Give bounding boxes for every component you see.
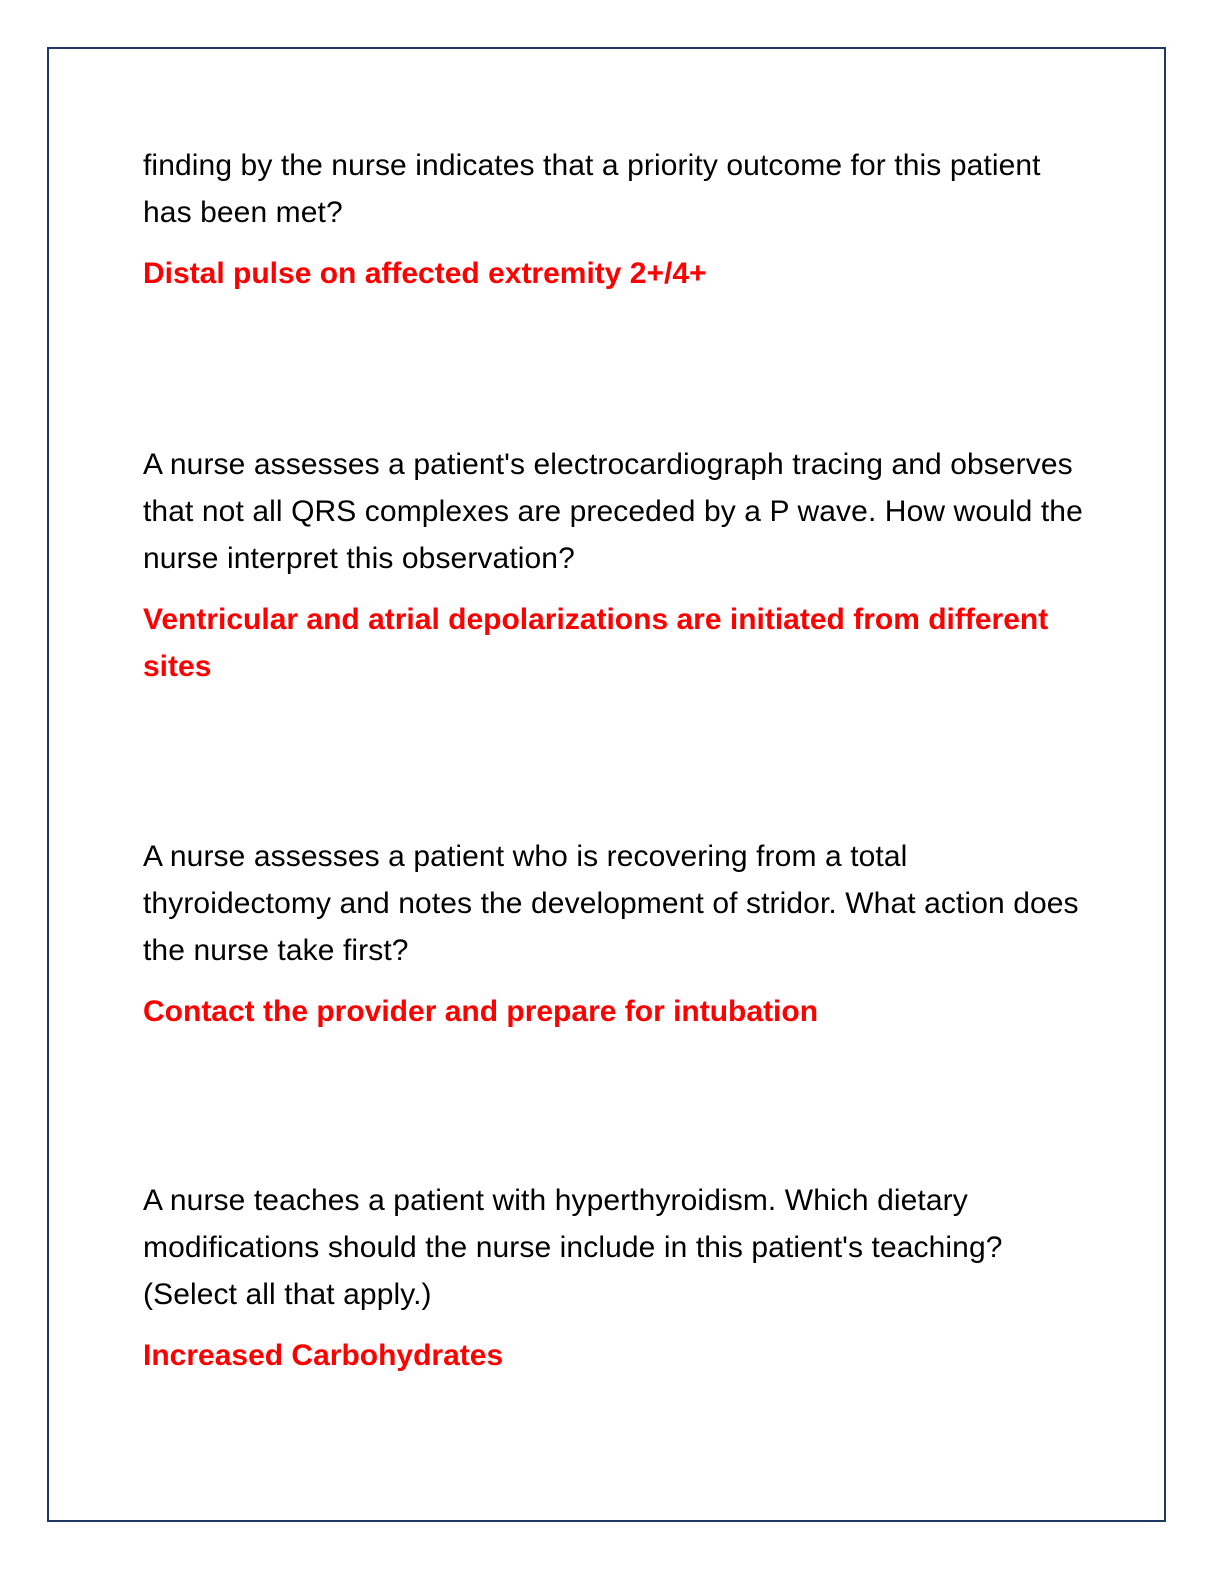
question-text: A nurse assesses a patient who is recovering from a total thyroidectomy and notes the development of stridor. What action does the nurse take first? — [143, 840, 1079, 967]
question-text: A nurse teaches a patient with hyperthyroidism. Which dietary modifications should the nurse include in this patient's teaching? (Select all that apply.) — [143, 1184, 1003, 1311]
answer-text: Contact the provider and prepare for intubation — [143, 995, 819, 1028]
qa-item-1 — [143, 142, 1083, 297]
answer-text: Increased Carbohydrates — [143, 1339, 504, 1372]
qa-item-2 — [143, 441, 1083, 690]
answer-text: Ventricular and atrial depolarizations are initiated from different sites — [143, 603, 1049, 683]
question-text: finding by the nurse indicates that a priority outcome for this patient has been met? — [143, 149, 1041, 229]
qa-item-4 — [143, 1177, 1083, 1379]
qa-item-3 — [143, 833, 1083, 1035]
answer-text: Distal pulse on affected extremity 2+/4+ — [143, 257, 707, 290]
question-text: A nurse assesses a patient's electrocardiograph tracing and observes that not all QRS complexes are preceded by a P wave. How would the nurse interpret this observation? — [143, 448, 1083, 575]
